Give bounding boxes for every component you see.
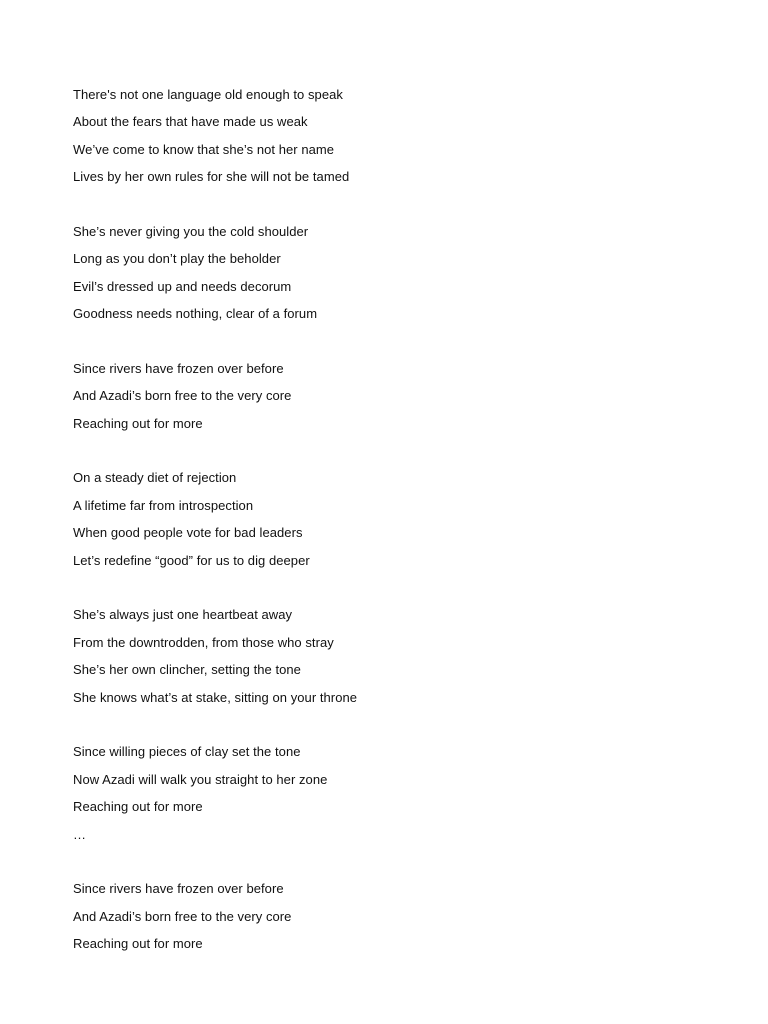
poem-line: Reaching out for more bbox=[73, 799, 203, 815]
stanza-break bbox=[73, 715, 713, 742]
poem-line: Now Azadi will walk you straight to her zone bbox=[73, 771, 328, 787]
poem-line: On a steady diet of rejection bbox=[73, 470, 237, 486]
poem-line: Goodness needs nothing, clear of a forum bbox=[73, 306, 318, 322]
poem-line: Reaching out for more bbox=[73, 415, 203, 431]
poem-line: And Azadi’s born free to the very core bbox=[73, 388, 292, 404]
poem-line: From the downtrodden, from those who stray bbox=[73, 634, 334, 650]
poem-text bbox=[73, 85, 713, 962]
poem-line: About the fears that have made us weak bbox=[73, 114, 308, 130]
poem-line: She’s her own clincher, setting the tone bbox=[73, 662, 301, 678]
poem-line: Long as you don’t play the beholder bbox=[73, 251, 281, 267]
poem-line: Since willing pieces of clay set the tone bbox=[73, 744, 301, 760]
stanza-break bbox=[73, 852, 713, 879]
poem-line: Lives by her own rules for she will not be tamed bbox=[73, 169, 350, 185]
stanza-break bbox=[73, 441, 713, 468]
poem-line: Let’s redefine “good” for us to dig deeper bbox=[73, 552, 310, 568]
poem-line: She’s always just one heartbeat away bbox=[73, 607, 293, 623]
poem-line: A lifetime far from introspection bbox=[73, 497, 254, 513]
poem-line: Since rivers have frozen over before bbox=[73, 360, 284, 376]
poem-line: … bbox=[73, 826, 87, 842]
poem-line: We’ve come to know that she’s not her name bbox=[73, 141, 335, 157]
poem-line: When good people vote for bad leaders bbox=[73, 525, 303, 541]
poem-line: She’s never giving you the cold shoulder bbox=[73, 223, 309, 239]
poem-line: Since rivers have frozen over before bbox=[73, 881, 284, 897]
poem-line: And Azadi’s born free to the very core bbox=[73, 908, 292, 924]
poem-line: Evil’s dressed up and needs decorum bbox=[73, 278, 292, 294]
stanza-break bbox=[73, 332, 713, 359]
poem-line: She knows what’s at stake, sitting on your throne bbox=[73, 689, 358, 705]
stanza-break bbox=[73, 195, 713, 222]
poem-line: Reaching out for more bbox=[73, 936, 203, 952]
poem-line: There's not one language old enough to speak bbox=[73, 87, 343, 102]
stanza-break bbox=[73, 578, 713, 605]
